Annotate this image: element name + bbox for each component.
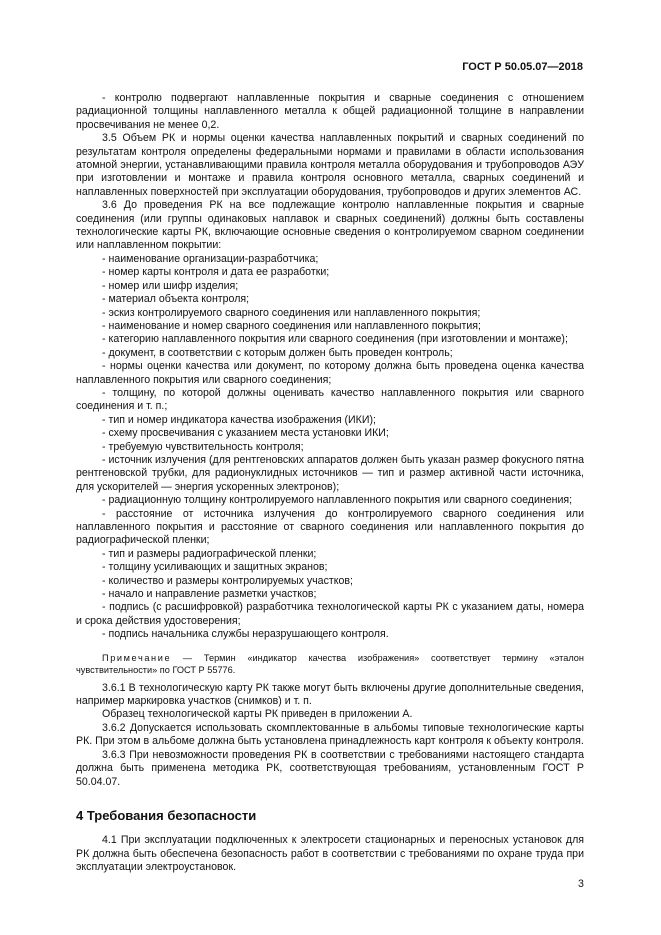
list-item: - требуемую чувствительность контроля; — [102, 440, 304, 453]
paragraph: 3.6.1 В технологическую карту РК также могут быть включены другие дополнительные сведения, например маркировка участков (снимков) и т. п. — [76, 681, 584, 708]
document-body — [76, 92, 584, 875]
list-item: - номер или шифр изделия; — [102, 279, 239, 292]
list-item: - материал объекта контроля; — [102, 293, 250, 306]
list-item: - расстояние от источника излучения до контролируемого сварного соединения или наплавленного покрытия и расстояние от сварного соединения или наплавленного покрытия до радиографической пленки; — [76, 507, 584, 547]
list-item: - наименование и номер сварного соединения или наплавленного покрытия; — [102, 319, 481, 332]
list-item: - наименование организации-разработчика; — [102, 252, 319, 265]
list-item: - толщину, по которой должны оценивать качество наплавленного покрытия или сварного соединения и т. п.; — [76, 386, 584, 413]
paragraph: 3.6.2 Допускается использовать скомплектованные в альбомы типовые технологические карты РК. При этом в альбоме должна быть установлена принадлежность карт контроля к объекту контроля. — [76, 721, 584, 748]
page-number: 3 — [578, 878, 584, 890]
paragraph: 3.5 Объем РК и нормы оценки качества наплавленных покрытий и сварных соединений по результатам контроля определены федеральными нормами и правилами в области использования атомной энергии, устанавливающими правила контроля металла оборудования и трубопроводов АЭУ при изготовлении и монтаже и правила контроля основного металла, сварных соединений и наплавленных поверхностей при эксплуатации оборудования, трубопроводов и других элементов АС. — [76, 132, 584, 198]
list-item: - подпись (с расшифровкой) разработчика технологической карты РК с указанием даты, номера и срока действия удостоверения; — [76, 601, 584, 627]
list-item: - номер карты контроля и дата ее разработки; — [102, 266, 330, 279]
note-text: — Термин «индикатор качества изображения» соответствует термину «эталон чувствительности» по ГОСТ Р 55776. — [76, 652, 584, 675]
list-item: - тип и номер индикатора качества изображения (ИКИ); — [102, 413, 376, 426]
list-item: - документ, в соответствии с которым должен быть проведен контроль; — [102, 346, 453, 359]
list-item: - эскиз контролируемого сварного соединения или наплавленного покрытия; — [102, 306, 481, 319]
standard-header: ГОСТ Р 50.05.07—2018 — [462, 61, 583, 73]
list-item: - схему просвечивания с указанием места установки ИКИ; — [102, 427, 389, 440]
note — [76, 652, 584, 676]
paragraph: 3.6 До проведения РК на все подлежащие контролю наплавленные покрытия и сварные соединения (или группы одинаковых наплавок и сварных соединений) должны быть составлены технологические карты РК, включающие основные сведения о контролируемом сварном соединении или наплавленном покрытии: — [76, 199, 584, 252]
paragraph: 4.1 При эксплуатации подключенных к электросети стационарных и переносных установок для РК должна быть обеспечена безопасность работ в соответствии с требованиями по охране труда при эксплуатации электроустановок. — [76, 834, 584, 874]
paragraph: Образец технологической карты РК приведен в приложении А. — [102, 708, 413, 721]
list-item: - толщину усиливающих и защитных экранов; — [102, 561, 328, 574]
list-item: - тип и размеры радиографической пленки; — [102, 547, 317, 560]
list-item: - источник излучения (для рентгеновских аппаратов должен быть указан размер фокусного пятна рентгеновской трубки, для радионуклидных источников — тип и размер активной части источника, для ускорителей — энергия ускоренных электронов); — [76, 453, 584, 493]
paragraph: 3.6.3 При невозможности проведения РК в соответствии с требованиями настоящего стандарта должна быть применена методика РК, соответствующая требованиям, установленным ГОСТ Р 50.04.07. — [76, 748, 584, 788]
section-heading: 4 Требования безопасности — [76, 807, 257, 823]
paragraph: - контролю подвергают наплавленные покрытия и сварные соединения с отношением радиационной толщины наплавленного металла к общей радиационной толщине в направлении просвечивания не менее 0,2. — [76, 92, 584, 131]
note-label: Примечание — [102, 652, 172, 663]
list-item: - нормы оценки качества или документ, по которому должна быть проведена оценка качества наплавленного покрытия или сварного соединения; — [76, 360, 584, 386]
list-item: - радиационную толщину контролируемого наплавленного покрытия или сварного соединения; — [102, 494, 573, 507]
list-item: - количество и размеры контролируемых участков; — [102, 574, 353, 587]
list-item: - категорию наплавленного покрытия или сварного соединения (при изготовлении и монтаже); — [102, 333, 568, 346]
list-item: - подпись начальника службы неразрушающего контроля. — [102, 628, 389, 641]
list-item: - начало и направление разметки участков; — [102, 588, 317, 601]
